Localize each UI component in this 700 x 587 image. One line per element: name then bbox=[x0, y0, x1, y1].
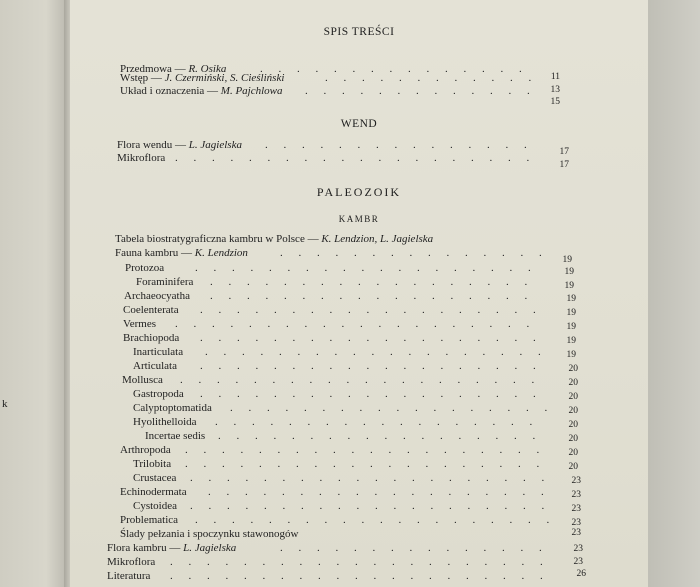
toc-entry: Archaeocyatha bbox=[124, 290, 190, 302]
toc-page-number: 20 bbox=[568, 420, 578, 430]
leader-dots: . . . . . . . . . . . . . . . . . . . bbox=[200, 332, 543, 344]
leader-dots: . . . . . . . . . . . . bbox=[325, 72, 538, 84]
leader-dots: . . . . . . . . . . . . . . . bbox=[265, 139, 534, 151]
toc-entry: Gastropoda bbox=[133, 388, 184, 400]
leader-dots: . . . . . . . . . . . . . . . . . . . . bbox=[190, 500, 551, 512]
toc-entry: Crustacea bbox=[133, 472, 177, 484]
toc-page-number: 23 bbox=[573, 557, 583, 567]
toc-page-number: 20 bbox=[568, 406, 578, 416]
contents-page bbox=[70, 0, 648, 587]
toc-entry: Vermes bbox=[123, 318, 156, 330]
toc-page-number: 23 bbox=[571, 528, 581, 538]
leader-dots: . . . . . . . . . . . . . . . . . . bbox=[210, 290, 534, 302]
toc-page-number: 19 bbox=[564, 281, 574, 291]
leader-dots: . . . . . . . . . . . . . . . . . . . bbox=[205, 346, 548, 358]
toc-entry: Układ i oznaczenia — M. Pajchlowa bbox=[120, 85, 283, 97]
toc-entry: Articulata bbox=[133, 360, 177, 372]
toc-page-number: 19 bbox=[566, 294, 576, 304]
leader-dots: . . . . . . . . . . . . . . . bbox=[260, 63, 529, 75]
toc-page-number: 17 bbox=[559, 147, 569, 157]
toc-entry: Cystoidea bbox=[133, 500, 177, 512]
toc-page-number: 23 bbox=[571, 476, 581, 486]
leader-dots: . . . . . . . . . . . . . . . . . . bbox=[218, 430, 542, 442]
toc-entry: Coelenterata bbox=[123, 304, 179, 316]
toc-entry: Echinodermata bbox=[120, 486, 187, 498]
leader-dots: . . . . . . . . . . . . . . . . . . . . bbox=[175, 152, 536, 164]
toc-page-number: 19 bbox=[566, 322, 576, 332]
toc-page-number: 19 bbox=[564, 267, 574, 277]
toc-entry: Literatura bbox=[107, 570, 151, 582]
toc-page-number: 19 bbox=[566, 308, 576, 318]
heading-paleozoik: PALEOZOIK bbox=[316, 185, 402, 199]
toc-entry: Przedmowa — R. Osika bbox=[120, 63, 227, 75]
leader-dots: . . . . . . . . . . . . . . . . . . . . . bbox=[170, 556, 550, 568]
toc-entry: Calyptoptomatida bbox=[133, 402, 212, 414]
toc-page-number: 19 bbox=[562, 255, 572, 265]
toc-page-number: 23 bbox=[573, 544, 583, 554]
toc-page-number: 15 bbox=[550, 97, 560, 107]
leader-dots: . . . . . . . . . . . . . . . . . . . . bbox=[195, 514, 556, 526]
heading-kambr: KAMBR bbox=[338, 214, 380, 224]
leader-dots: . . . . . . . . . . . . . . . . . . . . bbox=[185, 458, 546, 470]
toc-entry: Flora wendu — L. Jagielska bbox=[117, 139, 242, 151]
toc-entry: Problematica bbox=[120, 514, 179, 526]
toc-entry: Brachiopoda bbox=[123, 332, 180, 344]
leader-dots: . . . . . . . . . . . . . . . . . . . bbox=[195, 262, 538, 274]
leader-dots: . . . . . . . . . . . . . . . . . . . bbox=[200, 388, 543, 400]
leader-dots: . . . . . . . . . . . . . . . . . . . bbox=[200, 360, 543, 372]
toc-page-number: 17 bbox=[559, 160, 569, 170]
toc-entry: Ślady pełzania i spoczynku stawonogów bbox=[120, 528, 299, 540]
toc-page-number: 20 bbox=[568, 378, 578, 388]
toc-page-number: 20 bbox=[568, 364, 578, 374]
leader-dots: . . . . . . . . . . . . . . . . . . . . . bbox=[170, 570, 550, 582]
toc-page-number: 19 bbox=[566, 336, 576, 346]
leader-dots: . . . . . . . . . . . . . . . bbox=[280, 247, 549, 259]
leader-dots: . . . . . . . . . . . . . . . . . . . bbox=[208, 486, 551, 498]
leader-dots: . . . . . . . . . . . . . . . bbox=[280, 542, 549, 554]
toc-entry: Flora kambru — L. Jagielska bbox=[107, 542, 237, 554]
toc-entry: Arthropoda bbox=[120, 444, 171, 456]
leader-dots: . . . . . . . . . . . . . . . . . . bbox=[210, 276, 534, 288]
toc-page-number: 26 bbox=[576, 569, 586, 579]
leader-dots: . . . . . . . . . . . . . . . . . . . bbox=[200, 304, 543, 316]
leader-dots: . . . . . . . . . . . . . . . . . . . . bbox=[175, 318, 536, 330]
leader-dots: . . . . . . . . . . . . . . . . . . bbox=[230, 402, 554, 414]
toc-page-number: 20 bbox=[568, 462, 578, 472]
toc-entry: Tabela biostratygraficzna kambru w Polsce — K. Lendzion, L. Jagielska bbox=[115, 233, 434, 245]
toc-entry: Incertae sedis bbox=[145, 430, 206, 442]
leader-dots: . . . . . . . . . . . . . . . . . . bbox=[215, 416, 539, 428]
heading-spis-tresci: SPIS TREŚCI bbox=[323, 26, 395, 38]
toc-page-number: 11 bbox=[550, 72, 560, 82]
heading-wend: WEND bbox=[340, 118, 378, 130]
toc-entry: Mollusca bbox=[122, 374, 163, 386]
toc-page-number: 13 bbox=[550, 85, 560, 95]
toc-entry: Wstęp — J. Czermiński, S. Cieśliński bbox=[120, 72, 285, 84]
toc-entry: Protozoa bbox=[125, 262, 165, 274]
toc-entry: Inarticulata bbox=[133, 346, 184, 358]
toc-entry: Fauna kambru — K. Lendzion bbox=[115, 247, 248, 259]
leader-dots: . . . . . . . . . . . . . bbox=[305, 85, 537, 97]
leader-dots: . . . . . . . . . . . . . . . . . . . . bbox=[180, 374, 541, 386]
leader-dots: . . . . . . . . . . . . . . . . . . . . bbox=[190, 472, 551, 484]
toc-page-number: 23 bbox=[571, 518, 581, 528]
toc-page-number: 20 bbox=[568, 434, 578, 444]
toc-entry: Foraminifera bbox=[136, 276, 194, 288]
toc-page-number: 23 bbox=[571, 504, 581, 514]
toc-page-number: 19 bbox=[566, 350, 576, 360]
toc-page-number: 20 bbox=[568, 392, 578, 402]
toc-entry: Hyolithelloida bbox=[133, 416, 197, 428]
leader-dots: . . . . . . . . . . . . . . . . . . . . bbox=[185, 444, 546, 456]
facing-page-mark: k bbox=[2, 398, 8, 410]
facing-page bbox=[0, 0, 66, 587]
toc-entry: Trilobita bbox=[133, 458, 172, 470]
background-edge bbox=[646, 0, 700, 587]
toc-page-number: 23 bbox=[571, 490, 581, 500]
toc-page-number: 20 bbox=[568, 448, 578, 458]
toc-entry: Mikroflora bbox=[107, 556, 156, 568]
toc-entry: Mikroflora bbox=[117, 152, 166, 164]
